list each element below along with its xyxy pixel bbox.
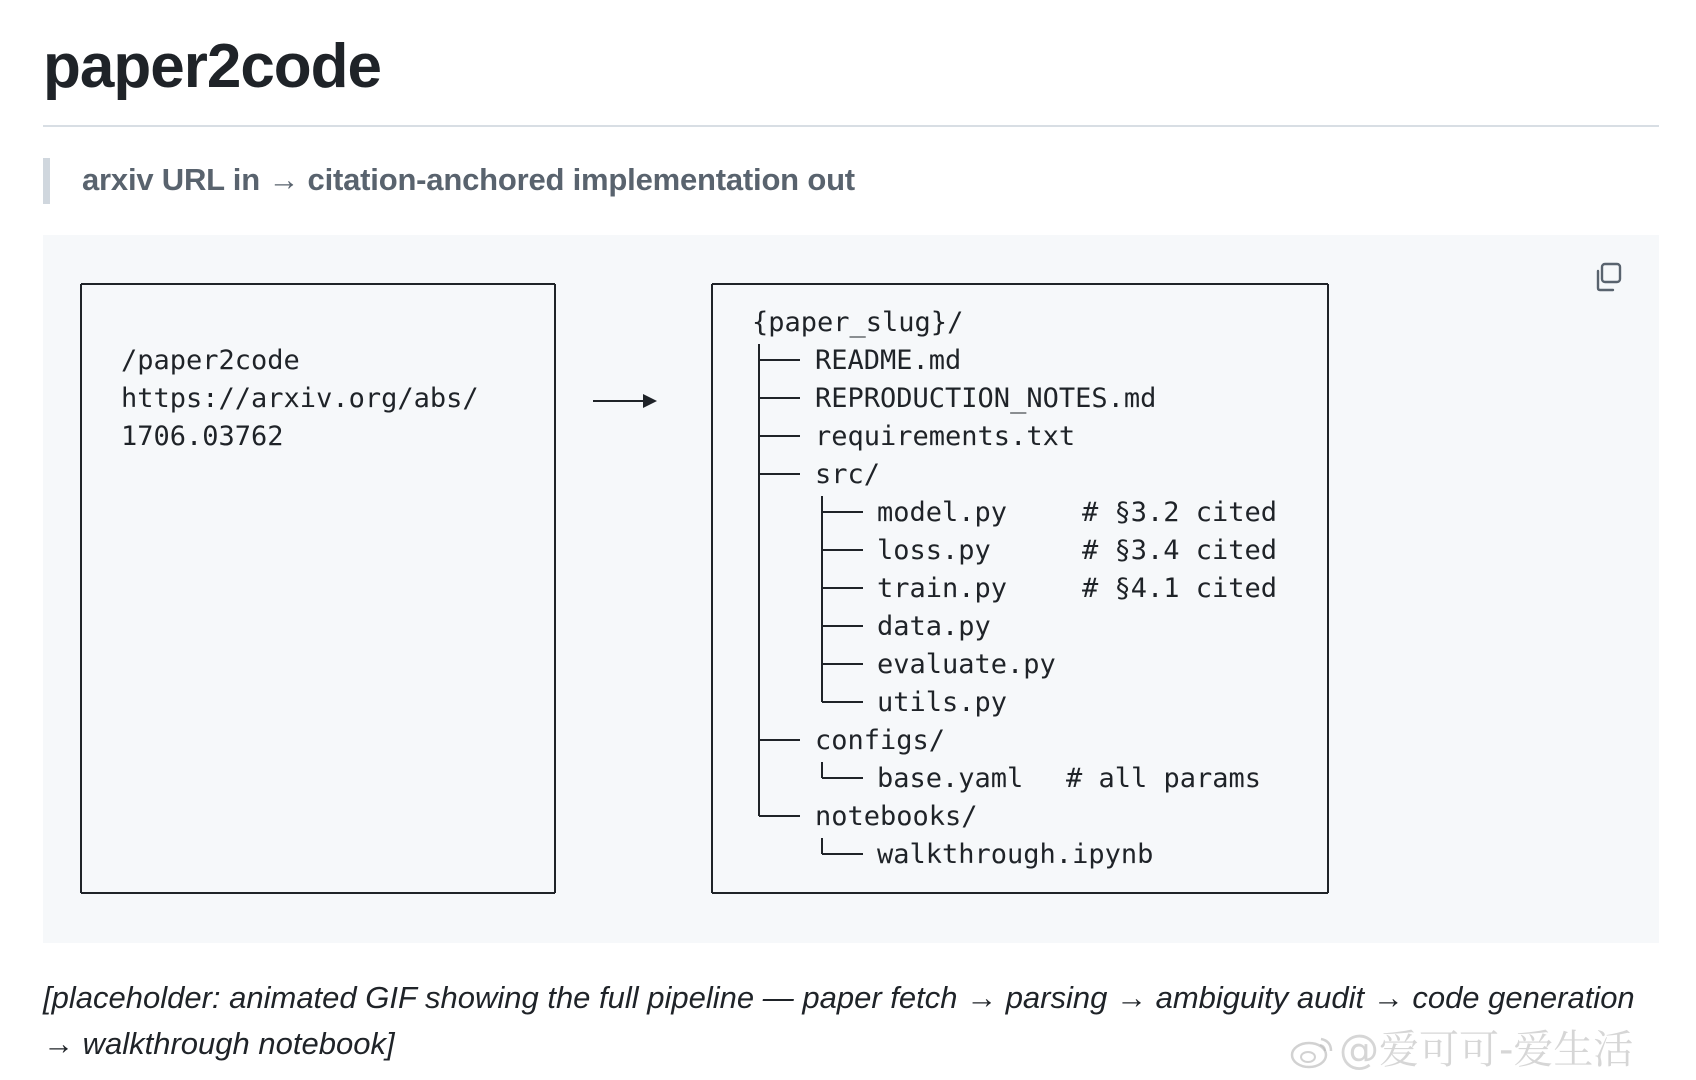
watermark-text: @爱可可-爱生活 — [1339, 1027, 1634, 1073]
page-title: paper2code — [43, 32, 382, 101]
tree-base-yaml-note: # all params — [1066, 763, 1262, 794]
tree-readme: README.md — [815, 345, 962, 376]
tree-train-note: # §4.1 cited — [1082, 573, 1278, 604]
tree-notebooks-dir: notebooks/ — [815, 801, 978, 832]
tree-train: train.py — [877, 573, 1008, 604]
copy-button[interactable] — [1589, 257, 1629, 297]
tree-utils: utils.py — [877, 687, 1008, 718]
tree-requirements: requirements.txt — [815, 421, 1076, 452]
blockquote-bar — [43, 158, 50, 204]
watermark — [1289, 1018, 1633, 1075]
code-block — [43, 235, 1659, 943]
copy-icon — [1589, 257, 1629, 297]
input-url: https://arxiv.org/abs/ — [121, 383, 479, 414]
tree-model: model.py — [877, 497, 1008, 528]
tree-repro-notes: REPRODUCTION_NOTES.md — [815, 383, 1157, 414]
tree-base-yaml: base.yaml — [877, 763, 1024, 794]
tree-root: {paper_slug}/ — [752, 307, 964, 338]
title-divider — [43, 125, 1659, 127]
tree-evaluate: evaluate.py — [877, 649, 1056, 680]
caption-line-2: → walkthrough notebook] — [43, 1026, 395, 1061]
input-arxiv-id: 1706.03762 — [121, 421, 284, 452]
tree-configs-dir: configs/ — [815, 725, 946, 756]
caption-line-1: [placeholder: animated GIF showing the full pipeline — paper fetch → parsing → ambiguity audit → code generation — [43, 980, 1635, 1015]
weibo-icon — [1289, 1033, 1335, 1071]
tree-data: data.py — [877, 611, 991, 642]
input-command: /paper2code — [121, 345, 300, 376]
tree-walkthrough: walkthrough.ipynb — [877, 839, 1154, 870]
tree-loss-note: # §3.4 cited — [1082, 535, 1278, 566]
tagline: arxiv URL in → citation-anchored implementation out — [82, 162, 855, 197]
tree-src-dir: src/ — [815, 459, 881, 490]
tree-model-note: # §3.2 cited — [1082, 497, 1278, 528]
tree-loss: loss.py — [877, 535, 991, 566]
